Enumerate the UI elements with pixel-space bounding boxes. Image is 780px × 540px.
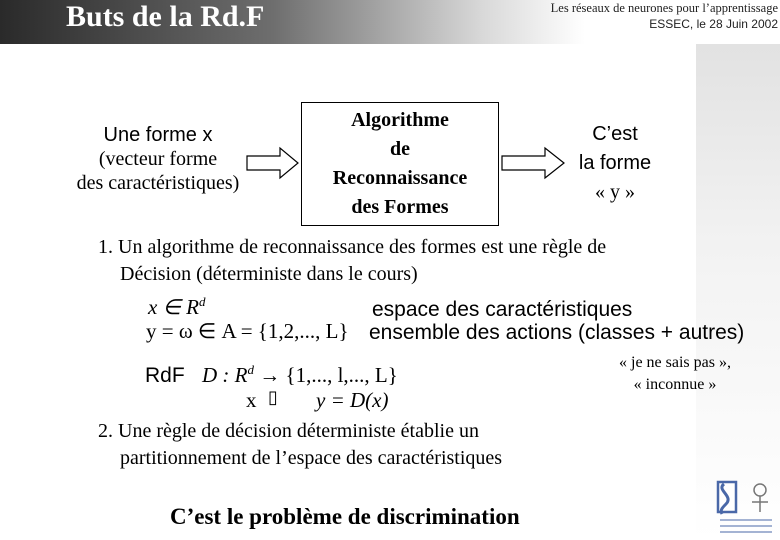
note-line-2: « inconnue » [633,376,717,393]
output-line-1: C’est [592,123,638,145]
input-line-3: des caractéristiques) [76,172,240,194]
input-line-2: (vecteur forme [98,148,218,170]
rule-formula-sup: d [247,362,254,377]
point1-line1: 1. Un algorithme de reconnaissance des formes est une règle de [98,236,607,258]
mapping-y: y = D(x) [316,388,389,412]
rule-target-text: → {1,..., l,..., L} [259,363,398,387]
formula-feature-space [148,294,205,320]
formula-decision-rule [202,362,398,388]
mapping-x: x [246,388,257,412]
point2-line1: 2. Une règle de décision déterministe établie un [98,420,479,442]
box-line-3: Reconnaissance [332,167,468,189]
formula-x-sup: d [198,294,206,309]
output-description [560,120,670,207]
point2-line2: partitionnement de l’espace des caractéristiques [120,447,503,469]
output-line-2: la forme [578,152,652,174]
formula-action-set: y = ω ∈ A = {1,2,..., L} [146,319,349,343]
side-band [696,44,780,540]
lab-logo-icon [710,476,778,538]
point1-line2: Décision (déterministe dans le cours) [120,263,418,285]
box-line-4: des Formes [351,196,449,218]
note-line-1: « je ne sais pas », [619,354,731,371]
rule-formula-text: D : R [202,363,248,387]
feature-space-label: espace des caractéristiques [372,298,633,321]
output-line-3: « y » [595,181,635,203]
rdf-label: RdF [145,364,185,387]
conclusion-text: C’est le problème de discrimination [170,504,520,529]
event-date: ESSEC, le 28 Juin 2002 [649,17,778,31]
action-set-label: ensemble des actions (classes + autres) [369,321,745,344]
formula-x-text: x ∈ R [148,295,199,319]
slide-title: Buts de la Rd.F [66,0,265,33]
input-description [58,123,258,195]
input-arrow-icon [246,146,300,180]
maps-to-icon: ▯ [268,387,278,408]
unknown-notes [590,352,760,396]
output-arrow-icon [501,146,567,180]
box-line-1: Algorithme [351,109,449,131]
algorithm-box [301,102,499,226]
input-line-1: Une forme x [103,124,213,146]
course-title: Les réseaux de neurones pour l’apprentissage [550,1,778,15]
box-line-2: de [390,138,410,160]
